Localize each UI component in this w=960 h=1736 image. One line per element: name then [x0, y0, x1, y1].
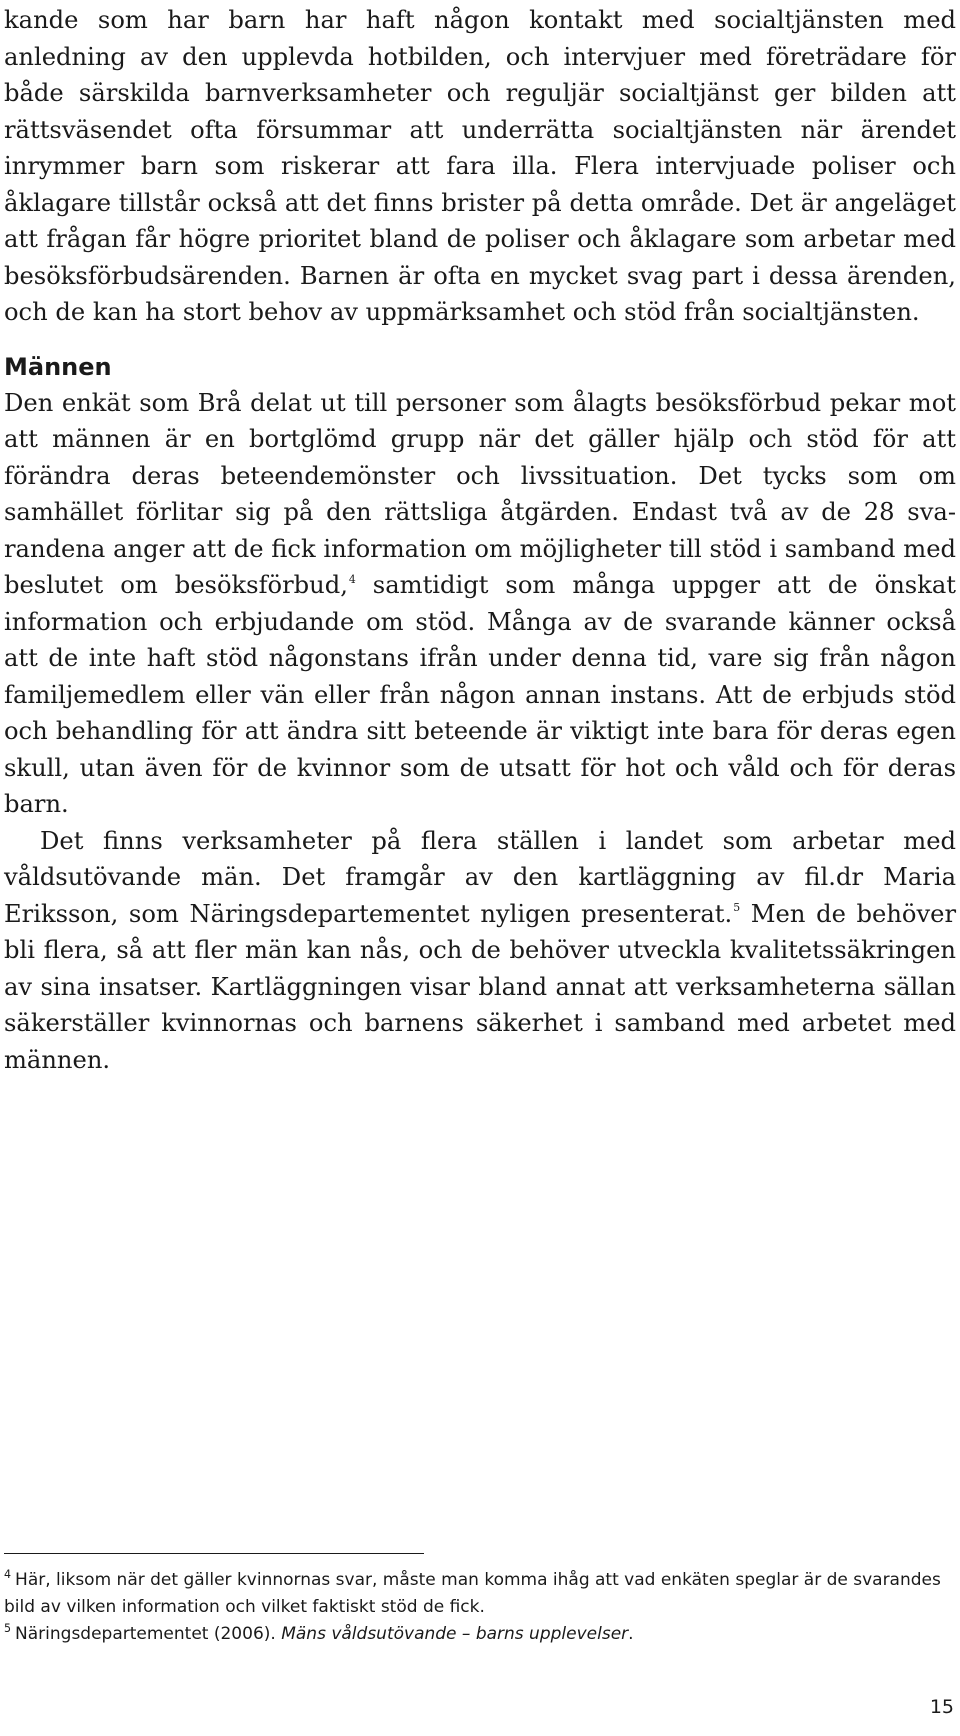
- body-text: [4, 2, 956, 1078]
- footnote-ref-4[interactable]: 4: [348, 572, 356, 586]
- footnote-4-text: Här, liksom när det gäller kvinnornas svar, måste man komma ihåg att vad enkäten speglar är de svarandes bild av vilken information och vilket faktiskt stöd de fick.: [4, 1570, 941, 1617]
- paragraph-2-text-b: samtidigt som många uppger att de önskat information och erbjudande om stöd. Många av de svarande känner också att de inte haft stöd någonstans ifrån under denna tid, vare sig från någon familjemedlem eller vän eller från någon annan instans. Att de erbjuds stöd och behandling för att ändra sitt beteende är viktigt inte bara för deras egen skull, utan även för de kvinnor som de utsatt för hot och våld och för deras barn.: [4, 571, 956, 818]
- footnote-number-5: 5: [4, 1622, 12, 1636]
- footnote-4: [4, 1567, 956, 1621]
- paragraph-1: kande som har barn har haft någon kontakt med socialtjänsten med anledning av den upplevda hotbilden, och intervjuer med företrädare för både särskilda barnverksamheter och reguljär socialtjänst ger bilden att rättsväsendet ofta försummar att underrätta socialtjänsten när ärendet inrymmer barn som riskerar att fara illa. Flera intervjuade poliser och åklagare tillstår också att det finns brister på detta område. Det är angeläget att frågan får högre prioritet bland de poliser och åklagare som arbetar med besöksförbudsärenden. Barnen är ofta en mycket svag part i dessa ärenden, och de kan ha stort behov av uppmärksamhet och stöd från socialtjänsten.: [4, 6, 956, 326]
- paragraph-2: [4, 385, 956, 823]
- paragraph-2-text-a: Den enkät som Brå delat ut till personer som ålagts besöksförbud pekar mot att männen är en bortglömd grupp när det gäller hjälp och stöd för att förändra deras beteendemönster och livssituation. Det tycks som om samhället förlitar sig på den rättsliga åtgärden. Endast två av de 28 svarandena anger att de fick information om möjligheter till stöd i samband med beslutet om besöksförbud,: [4, 388, 956, 599]
- paragraph-3-text-a: Det finns verksamheter på flera ställen i landet som arbetar med våldsutövande män. Det framgår av den kartläggning av fil.dr Maria Eriksson, som Näringsdepartementet nyligen presenterat.: [4, 826, 956, 928]
- footnote-5: [4, 1621, 956, 1648]
- footnote-5-title: Mäns våldsutövande – barns upplevelser: [281, 1624, 629, 1644]
- paragraph-3-text-b: Men de behöver bli flera, så att fler män kan nås, och de behöver utveckla kvalitetssäkringen av sina insatser. Kartläggningen visar bland annat att verksamheterna sällan säkerställer kvinnornas och barnens säkerhet i samband med arbetet med männen.: [4, 899, 957, 1074]
- footnote-5-text: Näringsdepartementet (2006).: [15, 1624, 282, 1644]
- page-number: 15: [929, 1696, 954, 1718]
- footnote-number-4: 4: [4, 1568, 12, 1582]
- section-heading: Männen: [4, 352, 112, 381]
- footnotes: [4, 1567, 956, 1648]
- footnote-5-end: .: [628, 1624, 634, 1644]
- paragraph-3: [4, 823, 956, 1079]
- footnote-ref-5[interactable]: 5: [733, 901, 741, 915]
- footnote-divider: [4, 1553, 424, 1554]
